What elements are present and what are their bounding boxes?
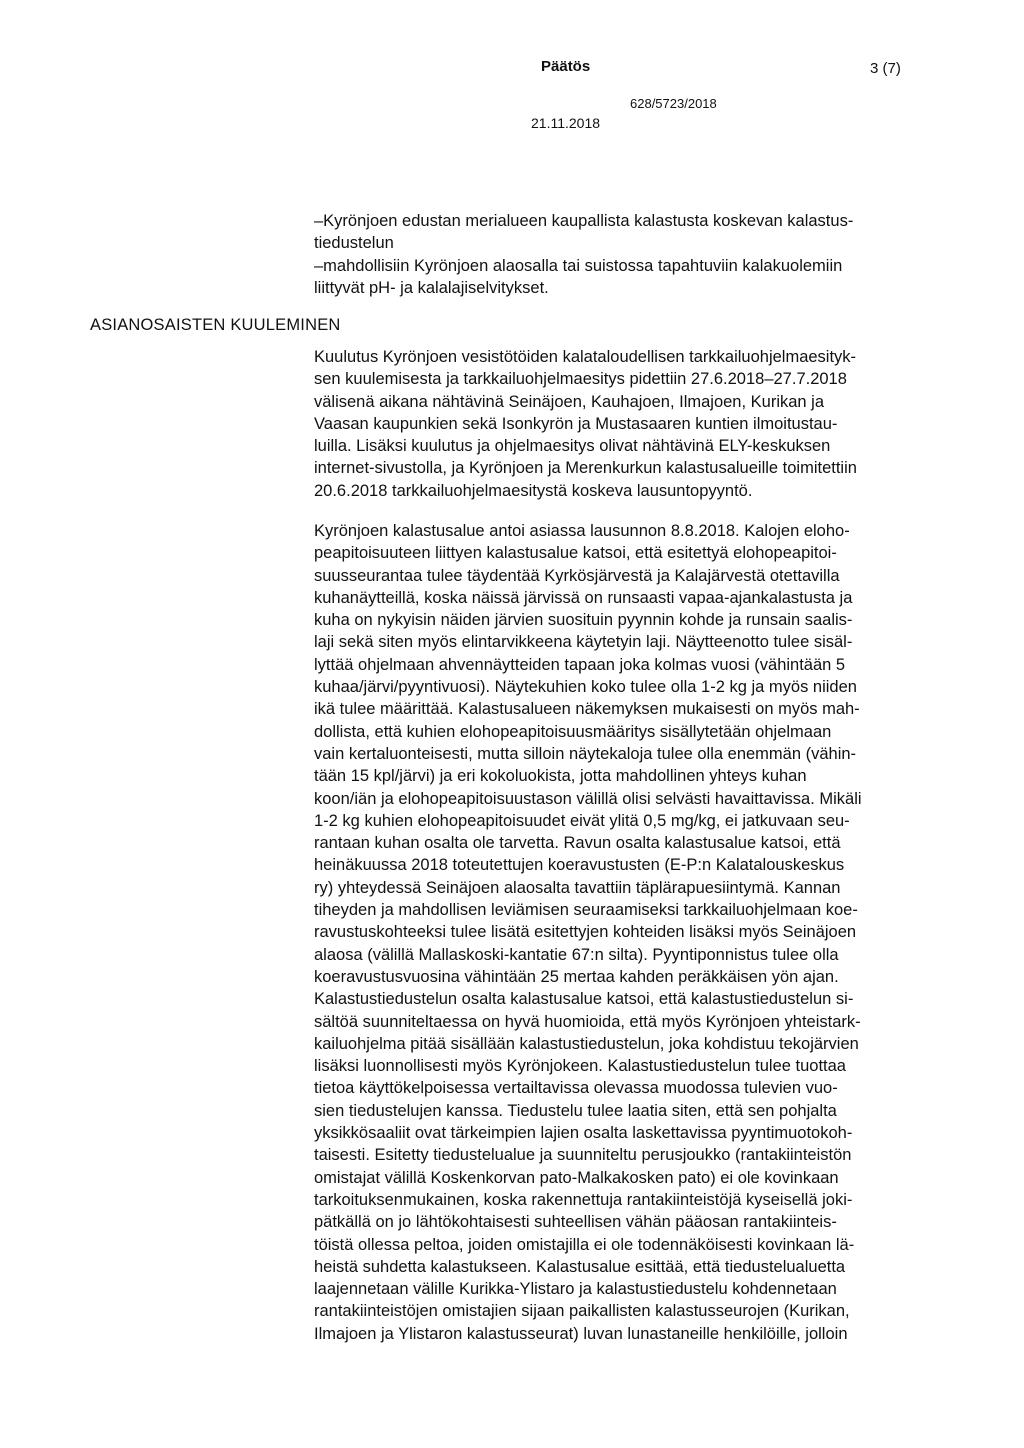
list-item-line: liittyvät pH- ja kalalajiselvitykset. [314,278,549,297]
paragraph-line: 1-2 kg kuhien elohopeapitoisuudet eivät ylitä 0,5 mg/kg, ei jatkuvaan seu- [314,811,850,830]
page-number: 3 (7) [870,60,901,77]
document-date: 21.11.2018 [531,115,601,131]
paragraph-line: peapitoisuuteen liittyen kalastusalue katsoi, että esitettyä elohopeapitoi- [314,544,837,563]
paragraph-line: lisäksi luonnollisesti myös Kyrönjokeen. Kalastustiedustelun tulee tuottaa [314,1057,846,1076]
paragraph-line: tiheyden ja mahdollisen leviämisen seuraamiseksi tarkkailuohjelmaan koe- [314,901,858,920]
paragraph-line: kuha on nykyisin näiden järvien suosituin pyynnin kohde ja runsain saalis- [314,611,853,630]
paragraph-line: alaosa (välillä Mallaskoski-kantatie 67:n silta). Pyyntiponnistus tulee olla [314,945,839,964]
paragraph-line: internet-sivustolla, ja Kyrönjoen ja Merenkurkun kalastusalueille toimitettiin [314,459,857,478]
paragraph-line: koon/iän ja elohopeapitoisuustason välillä olisi selvästi havaittavissa. Mikäli [314,789,862,808]
paragraph-line: rantaan kuhan osalta ole tarvetta. Ravun osalta kalastusalue katsoi, että [314,834,841,853]
paragraph-line: tään 15 kpl/järvi) ja eri kokoluokista, jotta mahdollinen yhteys kuhan [314,767,807,786]
paragraph-line: ry) yhteydessä Seinäjoen alaosalta tavattiin täplärapuesiintymä. Kannan [314,878,841,897]
paragraph-line: heinäkuussa 2018 toteutettujen koeravustusten (E-P:n Kalatalouskeskus [314,856,845,875]
paragraph-line: luilla. Lisäksi kuulutus ja ohjelmaesitys olivat nähtävinä ELY-keskuksen [314,437,831,456]
intro-list [314,210,944,299]
paragraph-line: dollista, että kuhien elohopeapitoisuusmääritys sisällytetään ohjelmaan [314,722,832,741]
paragraph-line: vain kertaluonteisesti, mutta silloin näytekaloja tulee olla enemmän (vähin- [314,744,857,763]
paragraph-line: taisesti. Esitetty tiedustelualue ja suunniteltu perusjoukko (rantakiinteistön [314,1146,852,1165]
paragraph-line: sältöä suunniteltaessa on hyvä huomioida, että myös Kyrönjoen yhteistark- [314,1012,861,1031]
paragraph-line: ikä tulee määrittää. Kalastusalueen näkemyksen mukaisesti on myös mah- [314,700,860,719]
paragraph-line: heistä suhdetta kalastukseen. Kalastusalue esittää, että tiedustelualuetta [314,1257,846,1276]
document-type-title: Päätös [541,58,591,75]
list-item-line: –Kyrönjoen edustan merialueen kaupallista kalastusta koskevan kalastus- [314,212,854,230]
paragraph-line: sien tiedustelujen kanssa. Tiedustelu tulee laatia siten, että sen pohjalta [314,1101,837,1120]
reference-number: 628/5723/2018 [630,96,717,111]
paragraph-line: välisenä aikana nähtävinä Seinäjoen, Kauhajoen, Ilmajoen, Kurikan ja [314,392,825,411]
paragraph-line: koeravustusvuosina vähintään 25 mertaa kahden peräkkäisen yön ajan. [314,967,839,986]
paragraph-line: kailuohjelma pitää sisällään kalastustiedustelun, joka kohdistuu tekojärvien [314,1034,859,1053]
paragraph-line: rantakiinteistöjen omistajien sijaan paikallisten kalastusseurojen (Kurikan, [314,1302,850,1321]
paragraph-line: 20.6.2018 tarkkailuohjelmaesitystä koskeva lausuntopyyntö. [314,481,753,500]
paragraph-line: pätkällä on jo lähtökohtaisesti suhteellisen vähän pääosan rantakiinteis- [314,1213,837,1232]
paragraph-line: laji sekä siten myös elintarvikkeena käytetyin laji. Näytteenotto tulee sisäl- [314,633,853,652]
paragraph-line: Kalastustiedustelun osalta kalastusalue katsoi, että kalastustiedustelun si- [314,990,854,1009]
paragraph-line: Ilmajoen ja Ylistaron kalastusseurat) luvan lunastaneille henkilöille, jolloin [314,1324,848,1343]
paragraph-line: tietoa käyttökelpoisessa vertailtavissa olevassa muodossa tulevien vuo- [314,1079,838,1098]
paragraph-line: Vaasan kaupunkien sekä Isonkyrön ja Mustasaaren kuntien ilmoitustau- [314,414,838,433]
list-item-line: –mahdollisiin Kyrönjoen alaosalla tai suistossa tapahtuviin kalakuolemiin [314,256,843,275]
paragraph-line: omistajat välillä Koskenkorvan pato-Malkakosken pato) ei ole kovinkaan [314,1168,839,1187]
paragraph-line: lyttää ohjelmaan ahvennäytteiden tapaan joka kolmas vuosi (vähintään 5 [314,655,846,674]
section-heading: ASIANOSAISTEN KUULEMINEN [90,316,341,334]
paragraph-line: suusseurantaa tulee täydentää Kyrkösjärvestä ja Kalajärvestä otettavilla [314,566,840,585]
paragraph-line: töistä ollessa peltoa, joiden omistajilla ei ole todennäköisesti kovinkaan lä- [314,1235,855,1254]
paragraph-line: sen kuulemisesta ja tarkkailuohjelmaesitys pidettiin 27.6.2018–27.7.2018 [314,370,847,389]
paragraph-statement [314,520,944,1345]
paragraph-announcement [314,346,944,502]
paragraph-line: Kyrönjoen kalastusalue antoi asiassa lausunnon 8.8.2018. Kalojen eloho- [314,522,850,540]
paragraph-line: yksikkösaaliit ovat tärkeimpien lajien osalta laskettavissa pyyntimuotokoh- [314,1124,853,1143]
paragraph-line: Kuulutus Kyrönjoen vesistötöiden kalataloudellisen tarkkailuohjelmaesityk- [314,348,857,366]
paragraph-line: laajennetaan välille Kurikka-Ylistaro ja kalastustiedustelu kohdennetaan [314,1280,837,1299]
paragraph-line: ravustuskohteeksi tulee lisätä esitettyjen kohteiden lisäksi myös Seinäjoen [314,923,857,942]
list-item-line: tiedustelun [314,234,394,253]
paragraph-line: kuhanäytteillä, koska näissä järvissä on runsaasti vapaa-ajankalastusta ja [314,588,853,607]
paragraph-line: kuhaa/järvi/pyyntivuosi). Näytekuhien koko tulee olla 1-2 kg ja myös niiden [314,678,857,697]
paragraph-line: tarkoituksenmukainen, koska rakennettuja rantakiinteistöjä kyseisellä joki- [314,1190,853,1209]
